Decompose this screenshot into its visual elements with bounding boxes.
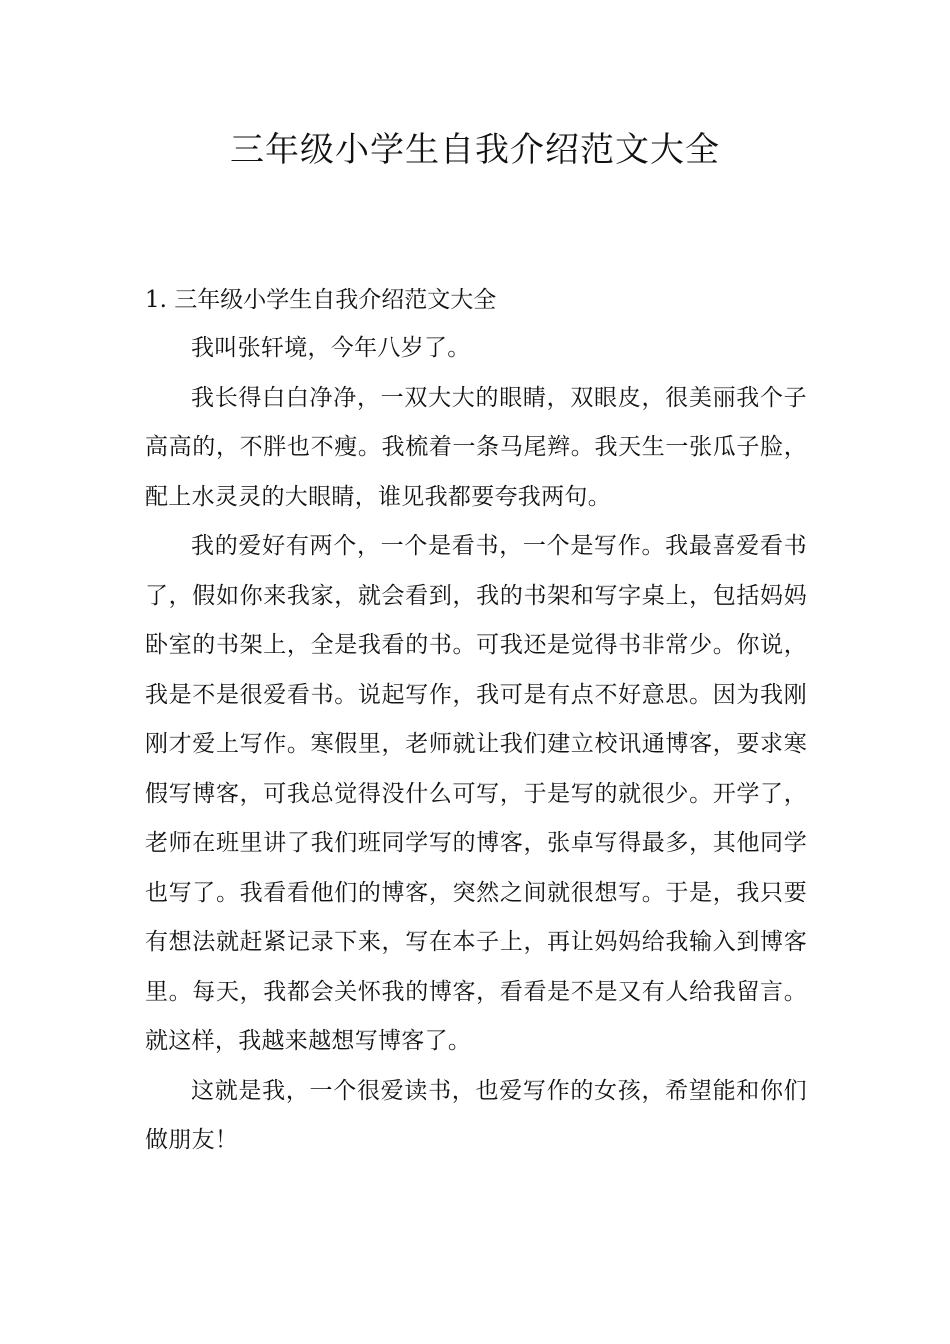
- paragraph-appearance: 我长得白白净净，一双大大的眼睛，双眼皮，很美丽我个子高高的，不胖也不瘦。我梳着一条马尾辫。我天生一张瓜子脸，配上水灵灵的大眼睛，谁见我都要夸我两句。: [145, 384, 807, 510]
- paragraph-intro: 我叫张轩境，今年八岁了。: [191, 335, 471, 361]
- paragraph-hobbies: 我的爱好有两个，一个是看书，一个是写作。我最喜爱看书了，假如你来我家，就会看到，我的书架和写字桌上，包括妈妈卧室的书架上，全是我看的书。可我还是觉得书非常少。你说，我是不是很爱看书。说起写作，我可是有点不好意思。因为我刚刚才爱上写作。寒假里，老师就让我们建立校讯通博客，要求寒假写博客，可我总觉得没什么可写，于是写的就很少。开学了，老师在班里讲了我们班同学写的博客，张卓写得最多，其他同学也写了。我看看他们的博客，突然之间就很想写。于是，我只要有想法就赶紧记录下来，写在本子上，再让妈妈给我输入到博客里。每天，我都会关怀我的博客，看看是不是又有人给我留言。就这样，我越来越想写博客了。: [145, 533, 807, 1054]
- document-body: [145, 276, 807, 1166]
- paragraph-closing: 这就是我，一个很爱读书，也爱写作的女孩，希望能和你们做朋友！: [145, 1077, 807, 1153]
- section-heading: 1. 三年级小学生自我介绍范文大全: [145, 287, 497, 313]
- document-title: 三年级小学生自我介绍范文大全: [230, 130, 720, 170]
